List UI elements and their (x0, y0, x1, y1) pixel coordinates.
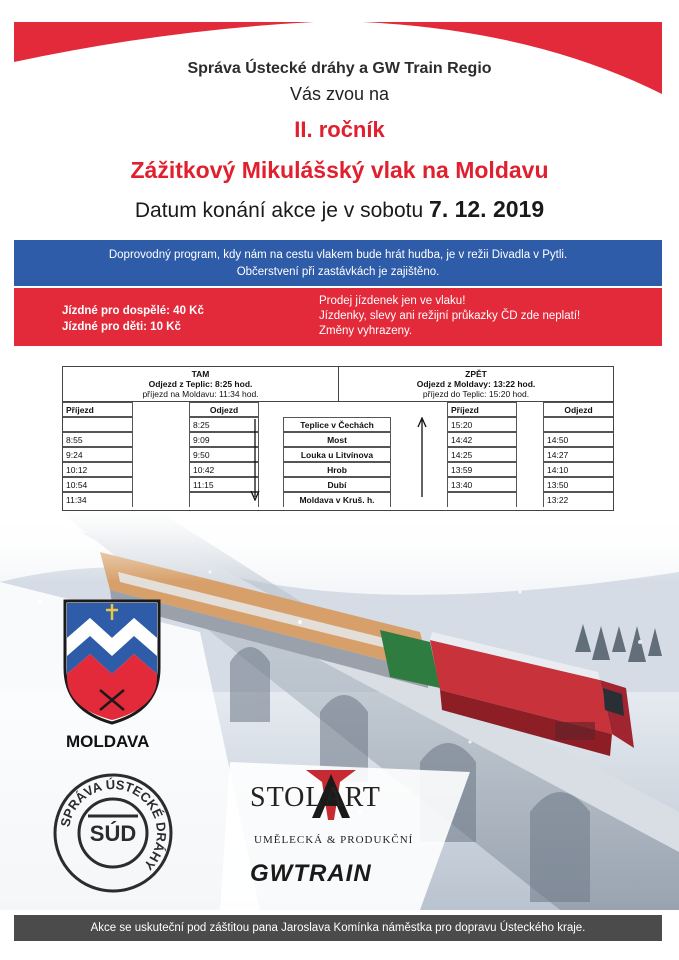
event-date-line (0, 196, 679, 223)
tam-arrival-cell: 10:12 (63, 462, 133, 477)
tam-arrival-cell: 10:54 (63, 477, 133, 492)
tam-arrival-cell (63, 417, 133, 432)
sud-center-text: SÚD (89, 821, 137, 846)
tam-departure-cell: 9:09 (189, 432, 259, 447)
zpet-departure-cell: 14:27 (543, 447, 613, 462)
program-info-line-2: Občerstvení při zastávkách je zajištěno. (236, 266, 440, 278)
event-title: Zážitkový Mikulášský vlak na Moldavu (130, 157, 549, 183)
tam-departure-cell: 8:25 (189, 417, 259, 432)
ticket-note: Prodej jízdenek jen ve vlaku! (319, 295, 466, 307)
station-cell: Hrob (283, 462, 391, 477)
zpet-departure-info: Odjezd z Moldavy: 13:22 hod. (416, 379, 536, 389)
event-date: 7. 12. 2019 (429, 196, 545, 222)
arrow-down-icon (249, 419, 261, 501)
gwtrain-logo-text: GWTRAIN (250, 860, 372, 887)
zpet-arrival-cell: 15:20 (447, 417, 517, 432)
organizers-line: Správa Ústecké dráhy a GW Train Regio (187, 60, 492, 77)
tam-arrival-cell: 11:34 (63, 492, 133, 507)
sud-ring-text: SPRÁVA ÚSTECKÉ DRÁHY (57, 776, 170, 874)
tam-arrival-cell: 8:55 (63, 432, 133, 447)
station-cell: Dubí (283, 477, 391, 492)
zpet-arrival-cell: 14:25 (447, 447, 517, 462)
arrow-up-icon (416, 417, 428, 499)
tam-title: TAM (191, 369, 210, 379)
ticket-notes (319, 294, 580, 339)
zpet-arrival-cell: 14:42 (447, 432, 517, 447)
station-cell: Louka u Litvínova (283, 447, 391, 462)
zpet-arrival-cell: 13:59 (447, 462, 517, 477)
station-cell: Most (283, 432, 391, 447)
zpet-arrival-info: příjezd do Teplic: 15:20 hod. (422, 389, 530, 399)
station-cell: Teplice v Čechách (283, 417, 391, 432)
zpet-departure-header: Odjezd (543, 402, 613, 417)
tam-departure-cell: 10:42 (189, 462, 259, 477)
zpet-arrival-cell: 13:40 (447, 477, 517, 492)
stolart-logo-text: STOLART (250, 782, 381, 813)
tam-arrival-cell: 9:24 (63, 447, 133, 462)
fare-adult: Jízdné pro dospělé: 40 Kč (62, 305, 204, 317)
ticket-note: Jízdenky, slevy ani režijní průkazky ČD zde neplatí! (319, 310, 581, 322)
invite-line: Vás zvou na (289, 84, 390, 104)
fare-child: Jízdné pro děti: 10 Kč (62, 321, 181, 333)
edition-title: II. ročník (294, 117, 385, 142)
zpet-departure-cell: 13:50 (543, 477, 613, 492)
tam-arrival-info: příjezd na Moldavu: 11:34 hod. (142, 389, 259, 399)
tam-arrival-header: Příjezd (63, 402, 133, 417)
tam-departure-cell: 11:15 (189, 477, 259, 492)
zpet-departure-cell: 14:10 (543, 462, 613, 477)
moldava-logo-label: MOLDAVA (66, 732, 150, 751)
tam-departure-header: Odjezd (189, 402, 259, 417)
zpet-title: ZPĚT (465, 369, 487, 379)
timetable (62, 366, 614, 511)
stolart-subtitle: UMĚLECKÁ & PRODUKČNÍ (254, 834, 414, 846)
tam-departure-info: Odjezd z Teplic: 8:25 hod. (148, 379, 253, 389)
fares-band (14, 288, 662, 346)
zpet-departure-cell: 13:22 (543, 492, 613, 507)
timetable-tam-header (63, 367, 339, 401)
zpet-departure-cell (543, 417, 613, 432)
patronage-footer: Akce se uskuteční pod záštitou pana Jaroslava Komínka náměstka pro dopravu Ústeckého kraje. (14, 915, 662, 941)
program-info-band (14, 240, 662, 286)
date-prefix: Datum konání akce je v sobotu (134, 199, 424, 222)
station-cell: Moldava v Kruš. h. (283, 492, 391, 507)
timetable-zpet-header (339, 367, 613, 401)
moldava-coat-of-arms (62, 598, 162, 726)
ticket-note: Změny vyhrazeny. (319, 325, 413, 337)
zpet-arrival-cell (447, 492, 517, 507)
sud-logo (52, 772, 174, 894)
zpet-arrival-header: Příjezd (447, 402, 517, 417)
zpet-departure-cell: 14:50 (543, 432, 613, 447)
program-info-line-1: Doprovodný program, kdy nám na cestu vlakem bude hrát hudba, je v režii Divadla v Pytli. (108, 249, 568, 261)
tam-departure-cell: 9:50 (189, 447, 259, 462)
